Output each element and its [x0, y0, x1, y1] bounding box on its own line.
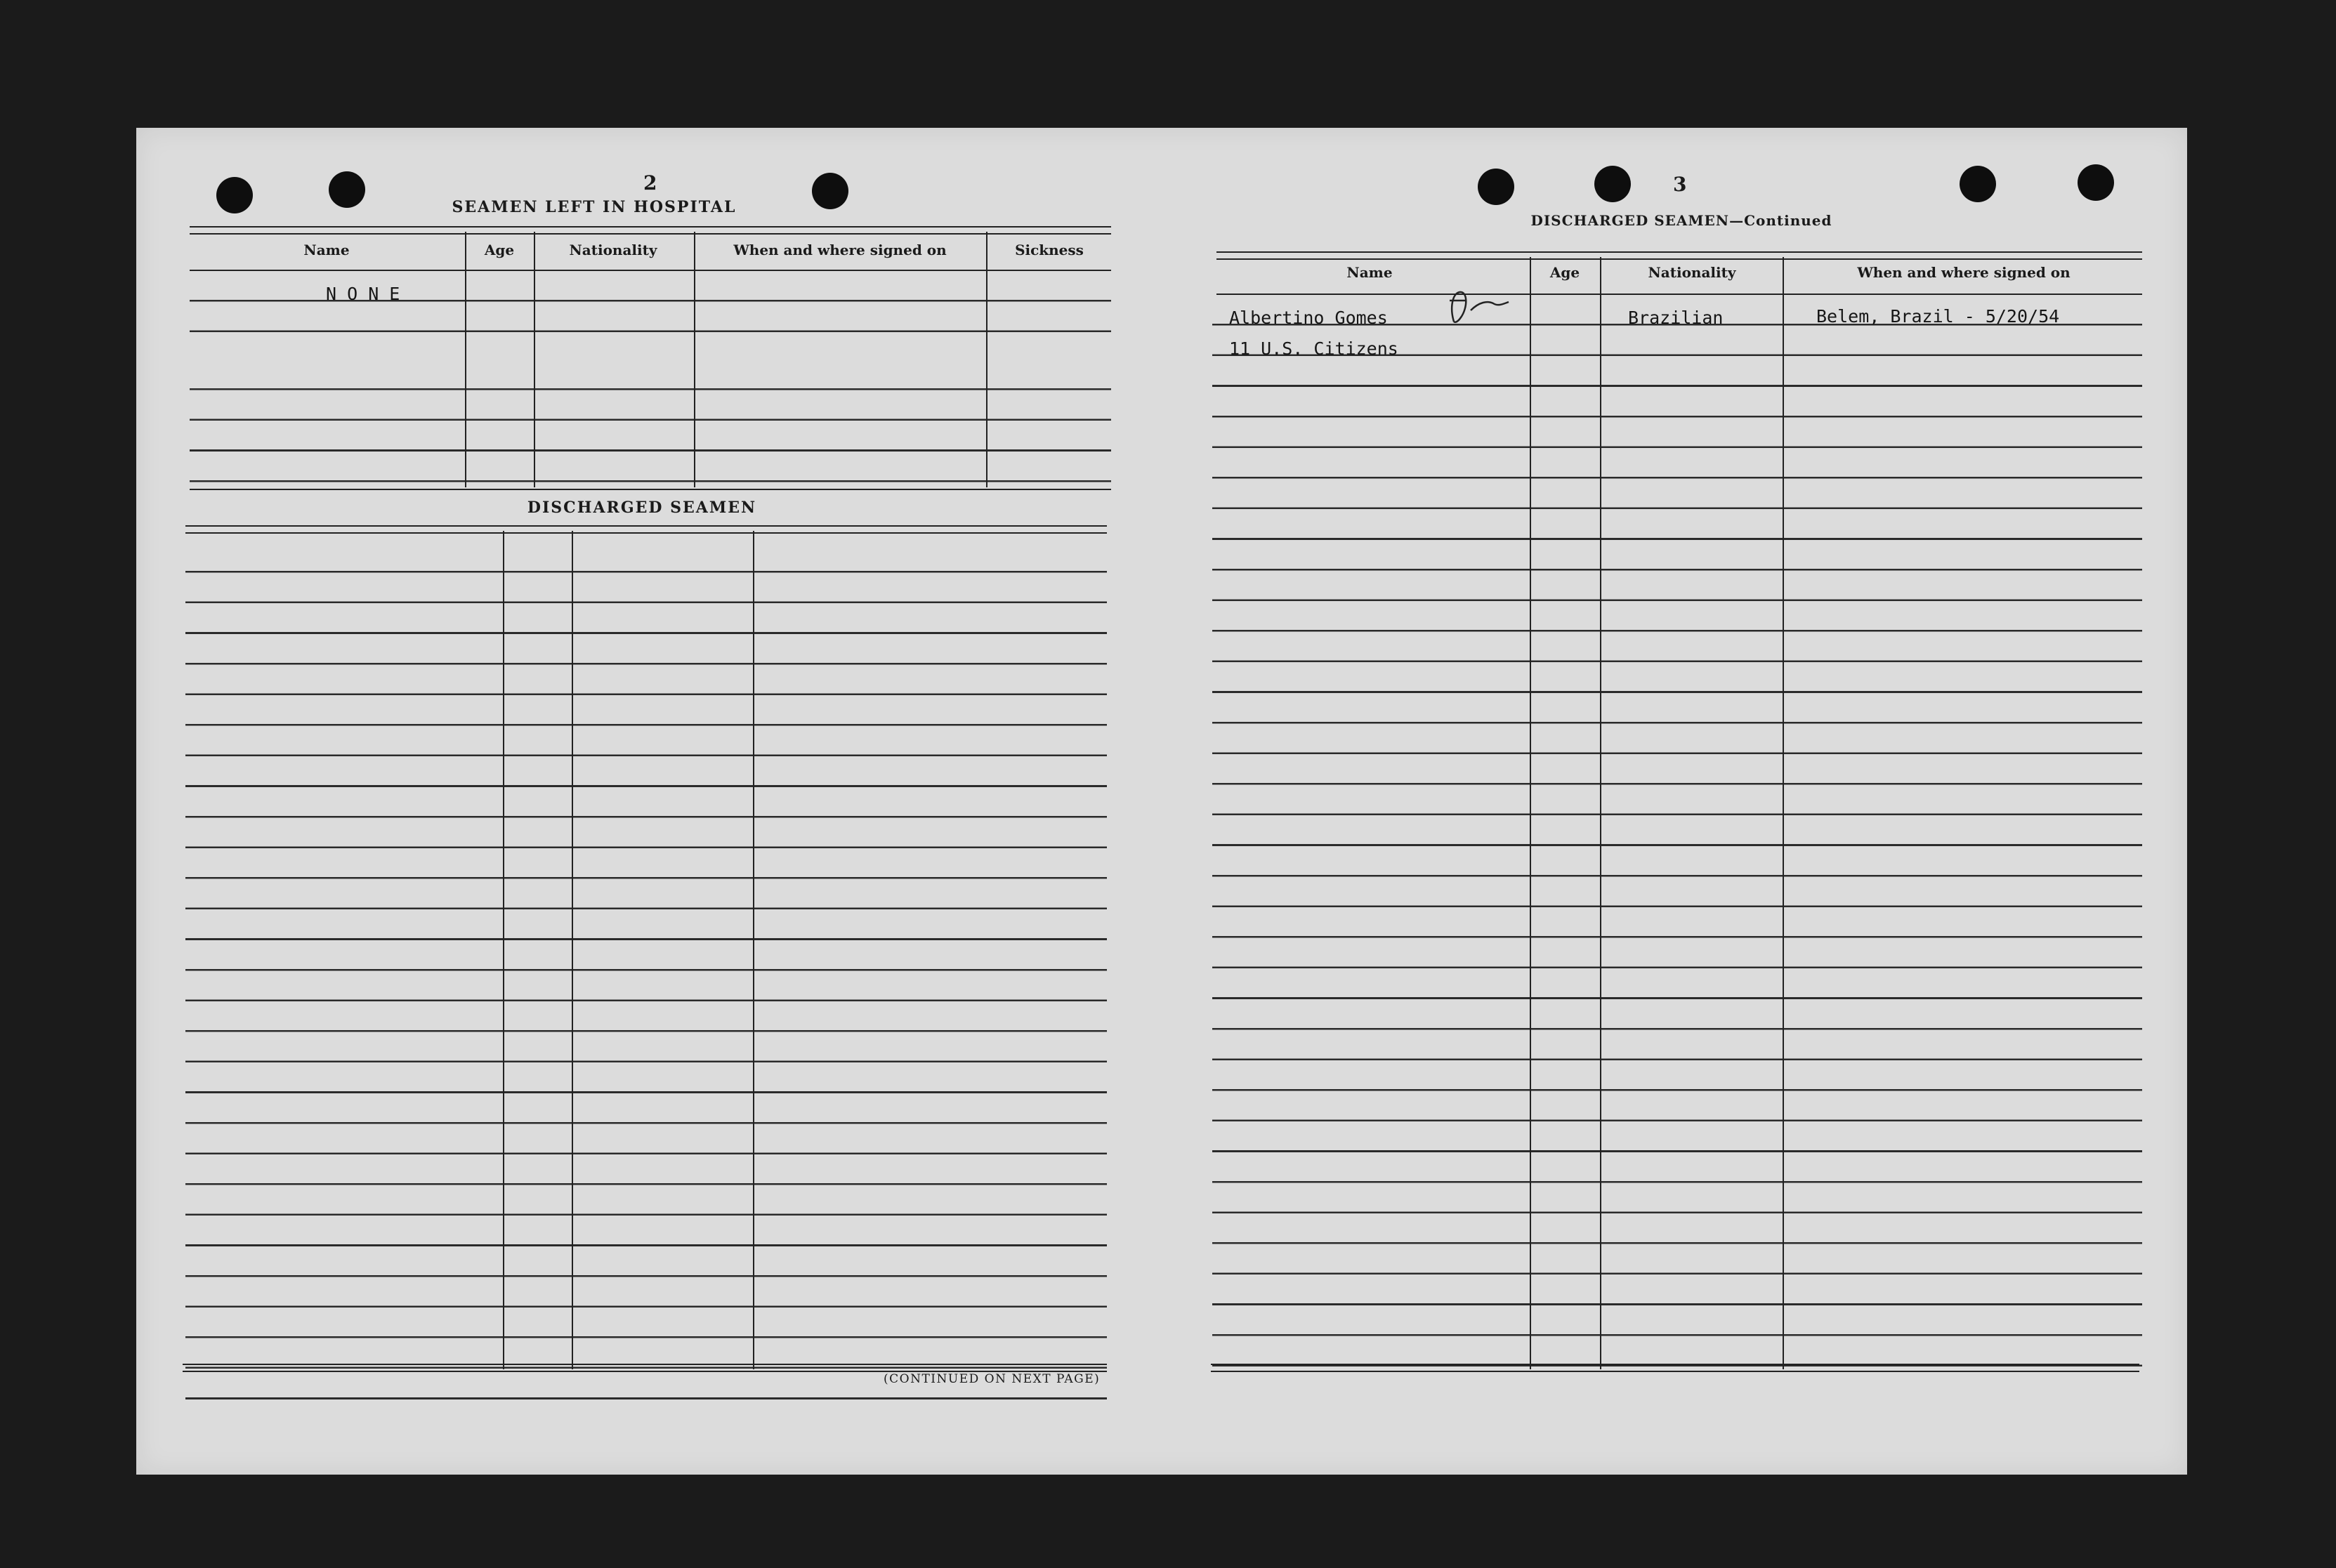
- citizens-note: 11 U.S. Citizens: [1229, 338, 1398, 359]
- discharged-col-divider: [572, 531, 573, 1369]
- discharged-col-divider: [753, 531, 754, 1369]
- page-number-left: 2: [643, 171, 657, 195]
- hospital-section-title: SEAMEN LEFT IN HOSPITAL: [452, 198, 737, 216]
- discharged-table-bottom-rule: [183, 1364, 1107, 1372]
- hospital-col-name: Name: [303, 242, 350, 258]
- discharged-section-title: DISCHARGED SEAMEN: [527, 499, 757, 517]
- right-col-age: Age: [1549, 264, 1580, 281]
- hospital-col-age: Age: [484, 242, 515, 258]
- hospital-col-signed-on: When and where signed on: [733, 242, 947, 258]
- right-col-name: Name: [1346, 264, 1393, 281]
- punch-hole: [1594, 166, 1631, 202]
- hospital-entry-none: N O N E: [326, 284, 400, 304]
- hospital-col-divider: [694, 232, 695, 487]
- continued-section-title: DISCHARGED SEAMEN—Continued: [1530, 212, 1832, 229]
- hospital-table-top-rule: [190, 226, 1111, 235]
- handwritten-mark: [1444, 286, 1521, 329]
- hospital-col-divider: [986, 232, 987, 487]
- right-ruled-rows: [1212, 295, 2142, 1386]
- page-number-right: 3: [1673, 173, 1687, 196]
- right-col-divider: [1783, 257, 1784, 1369]
- punch-hole: [329, 171, 365, 208]
- punch-hole: [216, 177, 253, 213]
- punch-hole: [812, 173, 848, 209]
- right-col-divider: [1600, 257, 1601, 1369]
- hospital-ruled-rows-lower: [190, 360, 1111, 483]
- right-col-signed-on: When and where signed on: [1857, 264, 2071, 281]
- right-col-nationality: Nationality: [1648, 264, 1736, 281]
- right-table-bottom-rule: [1211, 1364, 2139, 1372]
- seaman-signed-on: Belem, Brazil - 5/20/54: [1816, 306, 2060, 327]
- punch-hole: [1960, 166, 1996, 202]
- hospital-col-sickness: Sickness: [1015, 242, 1084, 258]
- document-sheet: [136, 128, 2187, 1475]
- right-table-top-rule: [1216, 251, 2142, 260]
- seaman-name: Albertino Gomes: [1229, 308, 1388, 328]
- hospital-col-divider: [534, 232, 535, 487]
- right-col-divider: [1530, 257, 1531, 1369]
- hospital-col-nationality: Nationality: [569, 242, 657, 258]
- discharged-col-divider: [503, 531, 504, 1369]
- seaman-nationality: Brazilian: [1628, 308, 1724, 328]
- punch-hole: [2078, 164, 2114, 201]
- continued-footer: (CONTINUED ON NEXT PAGE): [884, 1372, 1101, 1386]
- hospital-col-divider: [465, 232, 466, 487]
- discharged-table-top-rule: [185, 525, 1107, 534]
- discharged-ruled-rows: [185, 542, 1107, 1406]
- punch-hole: [1478, 169, 1514, 205]
